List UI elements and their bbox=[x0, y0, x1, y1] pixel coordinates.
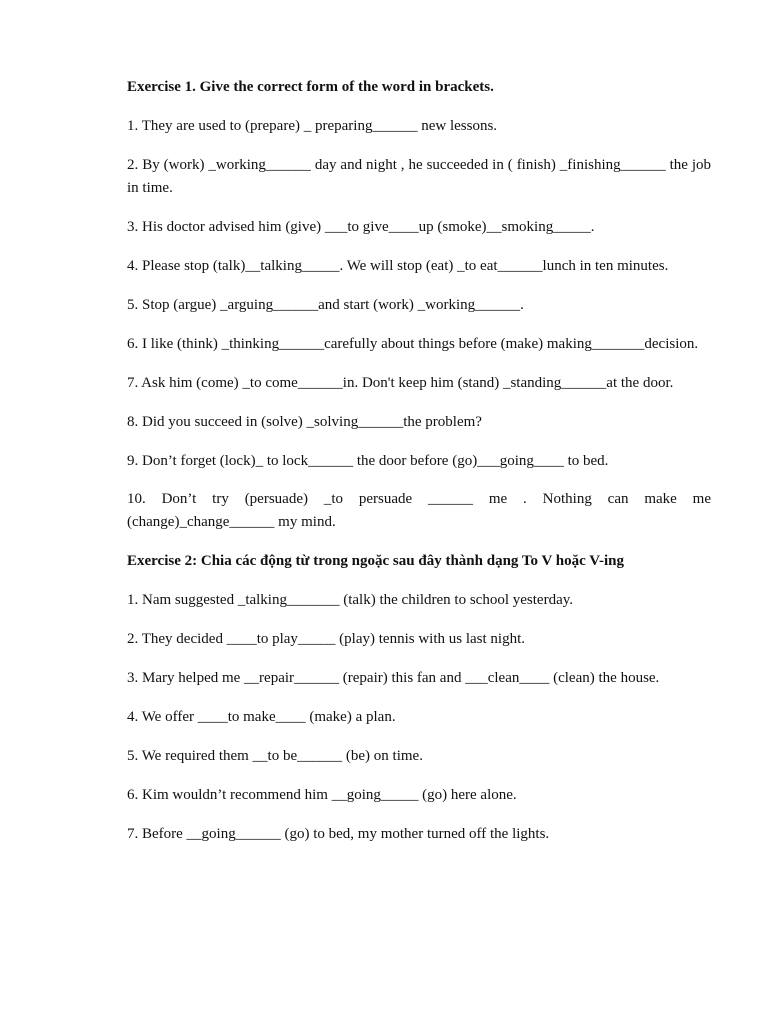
worksheet bbox=[127, 76, 711, 846]
exercise-1-item-6: 6. I like (think) _thinking______carefully about things before (make) making_______decision. bbox=[127, 336, 699, 352]
exercise-2-item-2: 2. They decided ____to play_____ (play) tennis with us last night. bbox=[127, 631, 525, 647]
exercise-1-item-4: 4. Please stop (talk)__talking_____. We will stop (eat) _to eat______lunch in ten minutes. bbox=[127, 258, 669, 274]
exercise-2-item-4: 4. We offer ____to make____ (make) a plan. bbox=[127, 709, 396, 725]
exercise-1-item-2: 2. By (work) _working______ day and night , he succeeded in ( finish) _finishing______ the job in time. bbox=[127, 157, 711, 196]
exercise-2-item-5: 5. We required them __to be______ (be) on time. bbox=[127, 748, 423, 764]
exercise-1-item-1: 1. They are used to (prepare) _ preparing______ new lessons. bbox=[127, 118, 498, 134]
exercise-2-item-3: 3. Mary helped me __repair______ (repair) this fan and ___clean____ (clean) the house. bbox=[127, 670, 660, 686]
exercise-2-item-7: 7. Before __going______ (go) to bed, my mother turned off the lights. bbox=[127, 826, 550, 842]
exercise-2-item-6: 6. Kim wouldn’t recommend him __going_____ (go) here alone. bbox=[127, 787, 517, 803]
exercise-1-item-5: 5. Stop (argue) _arguing______and start (work) _working______. bbox=[127, 297, 524, 313]
exercise-1-item-7: 7. Ask him (come) _to come______in. Don't keep him (stand) _standing______at the door. bbox=[127, 375, 674, 391]
exercise-1-item-3: 3. His doctor advised him (give) ___to give____up (smoke)__smoking_____. bbox=[127, 219, 595, 235]
exercise-1-item-9: 9. Don’t forget (lock)_ to lock______ the door before (go)___going____ to bed. bbox=[127, 453, 609, 469]
exercise-2-item-1: 1. Nam suggested _talking_______ (talk) the children to school yesterday. bbox=[127, 592, 574, 608]
exercise-1-item-8: 8. Did you succeed in (solve) _solving______the problem? bbox=[127, 414, 482, 430]
exercise-2-heading: Exercise 2: Chia các động từ trong ngoặc sau đây thành dạng To V hoặc V-ing bbox=[127, 553, 625, 569]
exercise-1-item-10: 10. Don’t try (persuade) _to persuade ______ me . Nothing can make me (change)_change______ my mind. bbox=[127, 491, 711, 530]
exercise-1-heading: Exercise 1. Give the correct form of the word in brackets. bbox=[127, 79, 494, 95]
